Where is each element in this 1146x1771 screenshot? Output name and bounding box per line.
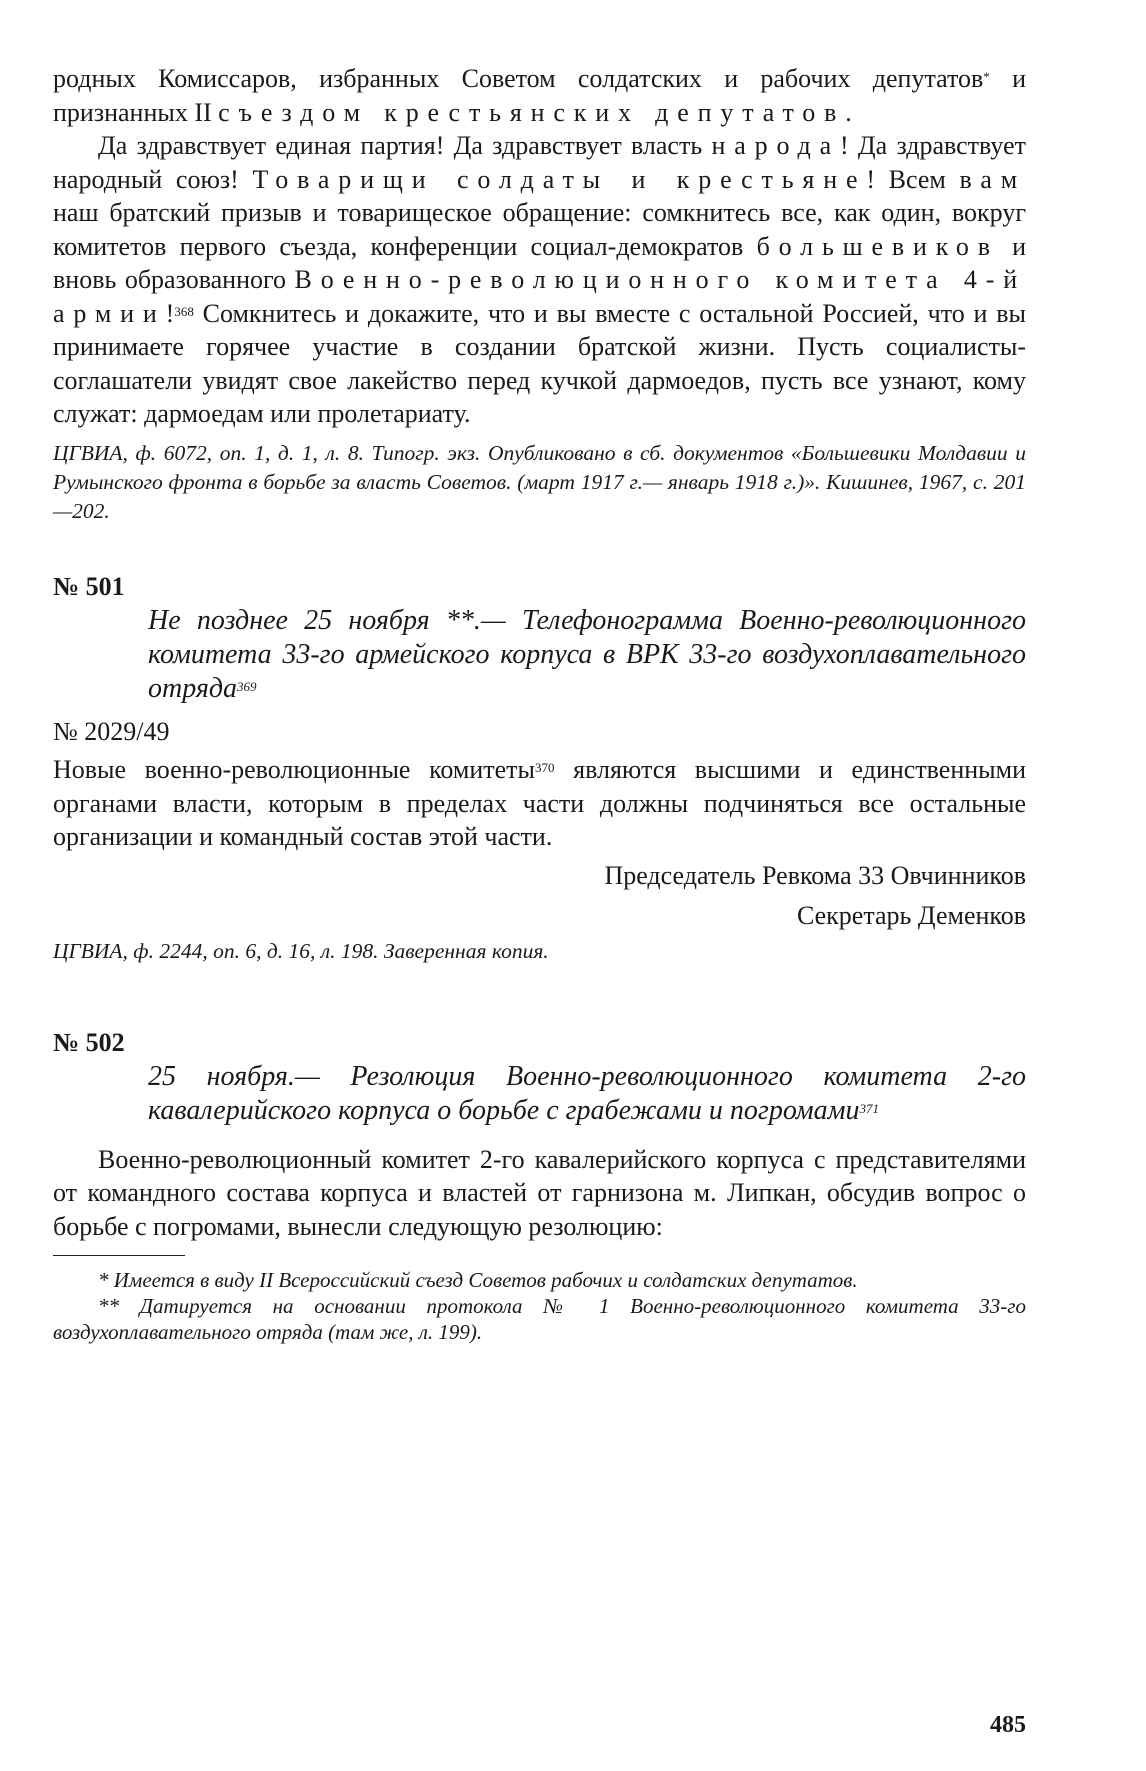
note-ref-369: 369 <box>237 678 257 694</box>
note-ref-371: 371 <box>859 1100 880 1116</box>
page-content <box>53 62 1026 1345</box>
document-heading-501: Не позднее 25 ноября **.— Телефонограмма Военно-революционного комитета 33-го армейского корпуса в ВРК 33-го воздухоплавательного отряда$^{369}$ <box>148 604 1026 704</box>
page-number: 485 <box>990 1712 1026 1738</box>
archive-source-501: ЦГВИА, ф. 2244, оп. 6, д. 16, л. 198. Заверенная копия. <box>53 938 549 963</box>
note-ref-368: 368 <box>174 303 194 319</box>
intro-paragraph-1: родных Комиссаров, избранных Советом солдатских и рабочих депутатов* и признанных II съездом крестьянских депутатов. <box>53 64 1026 127</box>
footnote-divider <box>53 1255 185 1256</box>
document-number-501: № 501 <box>53 571 125 601</box>
footnote-mark: * <box>983 69 990 84</box>
registration-number: № 2029/49 <box>53 716 170 746</box>
document-heading-502: 25 ноября.— Резолюция Военно-революционного комитета 2-го кавалерийского корпуса о борьбе с грабежами и погромами$^{371}$ <box>148 1060 1026 1126</box>
archive-source: ЦГВИА, ф. 6072, оп. 1, д. 1, л. 8. Типогр. экз. Опубликовано в сб. документов «Большевики Молдавии и Румынского фронта в борьбе за власть Советов. (март 1917 г.— январь 1918 г.)». Кишинев, 1967, с. 201—202. <box>53 440 1026 523</box>
note-ref-370: 370 <box>535 760 555 775</box>
document-text-502: Военно-революционный комитет 2-го кавалерийского корпуса с представителями от командного состава корпуса и властей от гарнизона м. Липкан, обсудив вопрос о борьбе с погромами, вынесли следующую резолюцию: <box>53 1144 1026 1241</box>
document-text-501: Новые военно-революционные комитеты$^{370}$ являются высшими и единственными органами власти, которым в пределах части должны подчиняться все остальные организации и командный состав этой части. <box>53 755 1026 851</box>
document-number-502: № 502 <box>53 1027 125 1057</box>
signature-secretary: Секретарь Деменков <box>796 900 1026 930</box>
footnote-2: ** Датируется на основании протокола № 1 Военно-революционного комитета 33-го воздухоплавательного отряда (там же, л. 199). <box>53 1294 1026 1344</box>
signature-chairman: Председатель Ревкома 33 Овчинников <box>604 860 1026 890</box>
footnote-1: * Имеется в виду II Всероссийский съезд Советов рабочих и солдатских депутатов. <box>98 1268 858 1292</box>
intro-paragraph-2: Да здравствует единая партия! Да здравствует власть народа! Да здравствует народный союз! Товарищи солдаты и крестьяне! Всем вам наш братский призыв и товарищеское обращение: сомкнитесь все, как один, вокруг комитетов первого съезда, конференции социал-демократов большевиков и вновь образованного Военно-революционного комитета 4-й армии!$^{368}$ Сомкнитесь и докажите, что и вы вместе с остальной Россией, что и вы принимаете горячее участие в создании братской жизни. Пусть социалисты-соглашатели увидят свое лакейство перед кучкой дармоедов, пусть все узнают, кому служат: дармоедам или пролетариату. <box>53 131 1026 428</box>
